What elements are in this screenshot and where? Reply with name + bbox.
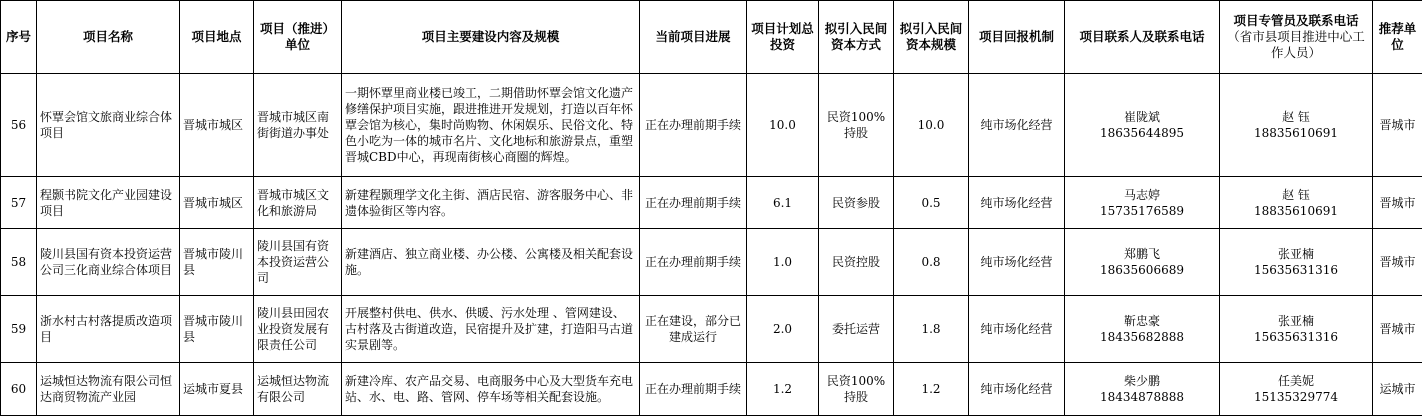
- cell-method: 民资控股: [819, 229, 894, 296]
- contact-name: 郑鹏飞: [1123, 247, 1160, 261]
- cell-recommender: 运城市: [1373, 363, 1422, 416]
- cell-commissioner: [1220, 177, 1373, 229]
- commissioner-phone: 15635631316: [1254, 330, 1338, 344]
- table-row: [1, 74, 1422, 177]
- cell-location: 运城市夏县: [180, 363, 254, 416]
- cell-unit: 晋城市城区文化和旅游局: [254, 177, 342, 229]
- cell-seq: 58: [1, 229, 37, 296]
- cell-location: 晋城市陵川县: [180, 229, 254, 296]
- header-commissioner-note: （省市县项目推进中心工作人员）: [1227, 29, 1365, 60]
- cell-location: 晋城市城区: [180, 74, 254, 177]
- cell-unit: 陵川县田园农业投资发展有限责任公司: [254, 296, 342, 363]
- commissioner-phone: 18835610691: [1254, 126, 1338, 140]
- commissioner-name: 张亚楠: [1277, 314, 1314, 328]
- header-method: 拟引入民间资本方式: [819, 1, 894, 74]
- commissioner-name: 张亚楠: [1277, 247, 1314, 261]
- cell-recommender: 晋城市: [1373, 74, 1422, 177]
- cell-name: 陵川县国有资本投资运营公司三化商业综合体项目: [37, 229, 180, 296]
- cell-investment: 2.0: [747, 296, 819, 363]
- cell-contact: [1065, 177, 1220, 229]
- header-recommender: 推荐单位: [1373, 1, 1422, 74]
- cell-commissioner: [1220, 229, 1373, 296]
- cell-mechanism: 纯市场化经营: [969, 74, 1065, 177]
- cell-mechanism: 纯市场化经营: [969, 229, 1065, 296]
- cell-scale: 0.8: [894, 229, 969, 296]
- cell-progress: 正在办理前期手续: [640, 363, 747, 416]
- cell-method: 民资100%持股: [819, 74, 894, 177]
- contact-name: 马志婷: [1123, 187, 1160, 202]
- cell-content: 一期怀覃里商业楼已竣工，二期借助怀覃会馆文化遗产修缮保护项目实施，跟进推进开发规划，打造以百年怀覃会馆为核心，集时尚购物、休闲娱乐、民俗文化、特色小吃为一体的城市名片、文化地标和旅游景点，重塑晋城CBD中心，再现南街核心商圈的辉煌。: [342, 74, 640, 177]
- contact-phone: 18635644895: [1100, 126, 1184, 140]
- cell-name: 运城恒达物流有限公司恒达商贸物流产业园: [37, 363, 180, 416]
- commissioner-phone: 18835610691: [1254, 203, 1338, 218]
- contact-name: 柴少鹏: [1123, 374, 1160, 388]
- cell-name: 怀覃会馆文旅商业综合体项目: [37, 74, 180, 177]
- cell-investment: 1.2: [747, 363, 819, 416]
- cell-seq: 59: [1, 296, 37, 363]
- cell-scale: 10.0: [894, 74, 969, 177]
- table-row: [1, 363, 1422, 416]
- cell-method: 委托运营: [819, 296, 894, 363]
- cell-unit: 运城恒达物流有限公司: [254, 363, 342, 416]
- contact-phone: 15735176589: [1100, 203, 1184, 218]
- header-row: [1, 1, 1422, 74]
- cell-investment: 10.0: [747, 74, 819, 177]
- contact-name: 崔陇斌: [1123, 110, 1160, 124]
- cell-mechanism: 纯市场化经营: [969, 296, 1065, 363]
- cell-content: 新建程颢理学文化主街、酒店民宿、游客服务中心、非遗体验街区等内容。: [342, 177, 640, 229]
- cell-method: 民资参股: [819, 177, 894, 229]
- cell-progress: 正在办理前期手续: [640, 177, 747, 229]
- cell-commissioner: [1220, 363, 1373, 416]
- cell-scale: 1.8: [894, 296, 969, 363]
- cell-unit: 陵川县国有资本投资运营公司: [254, 229, 342, 296]
- contact-phone: 18635606689: [1100, 263, 1184, 277]
- table-row: [1, 177, 1422, 229]
- cell-scale: 1.2: [894, 363, 969, 416]
- header-unit: 项目（推进）单位: [254, 1, 342, 74]
- cell-scale: 0.5: [894, 177, 969, 229]
- header-contact: 项目联系人及联系电话: [1065, 1, 1220, 74]
- contact-name: 靳忠豪: [1123, 314, 1160, 328]
- cell-progress: 正在办理前期手续: [640, 229, 747, 296]
- cell-name: 浙水村古村落提质改造项目: [37, 296, 180, 363]
- cell-seq: 56: [1, 74, 37, 177]
- commissioner-phone: 15135329774: [1254, 390, 1338, 404]
- cell-unit: 晋城市城区南街街道办事处: [254, 74, 342, 177]
- contact-phone: 18434878888: [1100, 390, 1184, 404]
- commissioner-name: 任美妮: [1277, 374, 1314, 388]
- cell-location: 晋城市城区: [180, 177, 254, 229]
- cell-mechanism: 纯市场化经营: [969, 177, 1065, 229]
- cell-contact: [1065, 229, 1220, 296]
- cell-investment: 1.0: [747, 229, 819, 296]
- header-progress: 当前项目进展: [640, 1, 747, 74]
- commissioner-name: 赵 钰: [1282, 187, 1310, 202]
- header-commissioner-main: 项目专管员及联系电话: [1233, 13, 1359, 28]
- header-mechanism: 项目回报机制: [969, 1, 1065, 74]
- cell-progress: 正在建设，部分已建成运行: [640, 296, 747, 363]
- cell-content: 开展整村供电、供水、供暖、污水处理 、管网建设、古村落及古街道改造，民宿提升及扩建，打造阳马古道实景剧等。: [342, 296, 640, 363]
- cell-content: 新建酒店、独立商业楼、办公楼、公寓楼及相关配套设施。: [342, 229, 640, 296]
- table-row: [1, 296, 1422, 363]
- cell-content: 新建冷库、农产品交易、电商服务中心及大型货车充电站、水、电、路、管网、停车场等相关配套设施。: [342, 363, 640, 416]
- header-scale: 拟引入民间资本规模: [894, 1, 969, 74]
- header-location: 项目地点: [180, 1, 254, 74]
- cell-seq: 60: [1, 363, 37, 416]
- header-investment: 项目计划总投资: [747, 1, 819, 74]
- cell-mechanism: 纯市场化经营: [969, 363, 1065, 416]
- cell-seq: 57: [1, 177, 37, 229]
- table-row: [1, 229, 1422, 296]
- commissioner-name: 赵 钰: [1282, 110, 1310, 124]
- cell-commissioner: [1220, 74, 1373, 177]
- header-seq: 序号: [1, 1, 37, 74]
- cell-contact: [1065, 74, 1220, 177]
- cell-name: 程颢书院文化产业园建设项目: [37, 177, 180, 229]
- cell-contact: [1065, 363, 1220, 416]
- commissioner-phone: 15635631316: [1254, 263, 1338, 277]
- cell-commissioner: [1220, 296, 1373, 363]
- header-commissioner: [1220, 1, 1373, 74]
- cell-recommender: 晋城市: [1373, 177, 1422, 229]
- cell-progress: 正在办理前期手续: [640, 74, 747, 177]
- cell-investment: 6.1: [747, 177, 819, 229]
- header-content: 项目主要建设内容及规模: [342, 1, 640, 74]
- cell-recommender: 晋城市: [1373, 229, 1422, 296]
- header-name: 项目名称: [37, 1, 180, 74]
- cell-recommender: 晋城市: [1373, 296, 1422, 363]
- contact-phone: 18435682888: [1100, 330, 1184, 344]
- cell-location: 晋城市陵川县: [180, 296, 254, 363]
- cell-contact: [1065, 296, 1220, 363]
- cell-method: 民资100%持股: [819, 363, 894, 416]
